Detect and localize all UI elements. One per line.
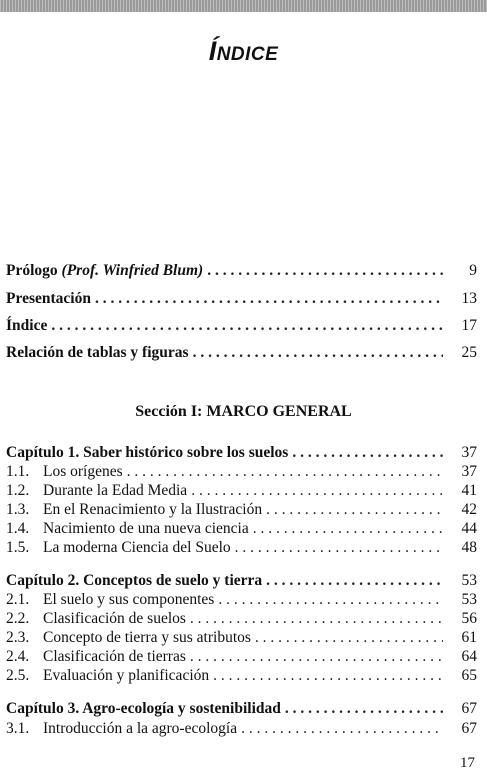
toc-entry-page: 44 xyxy=(461,520,477,537)
subentry-number: 2.4. xyxy=(6,648,30,665)
toc-subentry[interactable] xyxy=(6,610,477,628)
dot-leader xyxy=(285,700,443,718)
dot-leader xyxy=(218,591,443,609)
toc-subentry[interactable] xyxy=(6,482,477,500)
toc-entry-label: Relación de tablas y figuras xyxy=(6,344,189,361)
dot-leader xyxy=(190,610,443,628)
toc-subentry[interactable] xyxy=(6,463,477,481)
subentry-label: Clasificación de tierras xyxy=(43,648,186,665)
subentry-label: Nacimiento de una nueva ciencia xyxy=(43,520,249,537)
toc-chapter-2[interactable] xyxy=(6,572,477,590)
dot-leader xyxy=(191,482,443,500)
subentry-number: 2.5. xyxy=(6,667,30,684)
toc-subentry[interactable] xyxy=(6,667,477,685)
toc-entry-page: 9 xyxy=(469,262,477,279)
subentry-number: 1.4. xyxy=(6,520,30,537)
toc-entry-page: 48 xyxy=(461,539,477,556)
subentry-label: Los orígenes xyxy=(43,463,123,480)
dot-leader xyxy=(190,648,443,666)
toc-subentry[interactable] xyxy=(6,648,477,666)
subentry-label: La moderna Ciencia del Suelo xyxy=(43,539,231,556)
dot-leader xyxy=(253,520,443,538)
toc-entry-page: 53 xyxy=(461,591,477,608)
subentry-number: 1.5. xyxy=(6,539,30,556)
toc-subentry[interactable] xyxy=(6,520,477,538)
dot-leader xyxy=(255,629,443,647)
dot-leader xyxy=(266,572,443,590)
subentry-number: 2.1. xyxy=(6,591,30,608)
toc-entry-label: Prólogo (Prof. Winfried Blum) xyxy=(6,262,204,279)
toc-entry-page: 53 xyxy=(461,572,477,589)
dot-leader xyxy=(292,444,443,462)
toc-chapter-3[interactable] xyxy=(6,700,477,718)
chapter-title: Capítulo 3. Agro-ecología y sostenibilidad xyxy=(6,700,281,717)
subentry-number: 1.3. xyxy=(6,501,30,518)
toc-entry-label: Presentación xyxy=(6,290,91,307)
subentry-label: Concepto de tierra y sus atributos xyxy=(43,629,251,646)
chapter-title: Capítulo 2. Conceptos de suelo y tierra xyxy=(6,572,263,589)
toc-entry-page: 13 xyxy=(461,290,477,307)
dot-leader xyxy=(213,667,443,685)
subentry-number: 1.2. xyxy=(6,482,30,499)
toc-entry-indice[interactable] xyxy=(6,317,477,335)
subentry-label: El suelo y sus componentes xyxy=(43,591,215,608)
dot-leader xyxy=(266,501,443,519)
subentry-number: 2.2. xyxy=(6,610,30,627)
toc-entry-relacion[interactable] xyxy=(6,344,477,362)
dot-leader xyxy=(193,344,443,362)
toc-entry-page: 25 xyxy=(461,344,477,361)
toc-entry-page: 42 xyxy=(461,501,477,518)
dot-leader xyxy=(95,290,443,308)
subentry-number: 2.3. xyxy=(6,629,30,646)
toc-entry-page: 37 xyxy=(461,463,477,480)
subentry-label: Durante la Edad Media xyxy=(43,482,188,499)
toc-entry-presentacion[interactable] xyxy=(6,290,477,308)
toc-entry-page: 56 xyxy=(461,610,477,627)
dot-leader xyxy=(241,720,443,738)
toc-subentry[interactable] xyxy=(6,501,477,519)
toc-entry-page: 64 xyxy=(461,648,477,665)
dot-leader xyxy=(207,262,443,280)
toc-subentry[interactable] xyxy=(6,539,477,557)
section-heading: Sección I: MARCO GENERAL xyxy=(135,403,352,420)
toc-entry-label: Índice xyxy=(6,317,48,334)
dot-leader xyxy=(127,463,443,481)
dot-leader xyxy=(235,539,443,557)
toc-entry-page: 17 xyxy=(461,317,477,334)
toc-chapter-1[interactable] xyxy=(6,444,477,462)
subentry-label: Introducción a la agro-ecología xyxy=(43,720,238,737)
toc-entry-page: 65 xyxy=(461,667,477,684)
subentry-label: Clasificación de suelos xyxy=(43,610,186,627)
subentry-label: En el Renacimiento y la Ilustración xyxy=(43,501,263,518)
page-title: Índice xyxy=(208,36,279,66)
scan-top-band xyxy=(0,0,487,12)
toc-entry-prologo[interactable] xyxy=(6,262,477,280)
toc-entry-page: 41 xyxy=(461,482,477,499)
subentry-number: 1.1. xyxy=(6,463,30,480)
toc-entry-page: 67 xyxy=(461,700,477,717)
subentry-label: Evaluación y planificación xyxy=(43,667,210,684)
dot-leader xyxy=(51,317,443,335)
page-number: 17 xyxy=(460,755,475,771)
toc-entry-page: 37 xyxy=(461,444,477,461)
toc-subentry[interactable] xyxy=(6,591,477,609)
toc-entry-page: 61 xyxy=(461,629,477,646)
toc-entry-page: 67 xyxy=(461,720,477,737)
toc-subentry[interactable] xyxy=(6,629,477,647)
subentry-number: 3.1. xyxy=(6,720,30,737)
toc-subentry[interactable] xyxy=(6,720,477,738)
chapter-title: Capítulo 1. Saber histórico sobre los suelos xyxy=(6,444,289,461)
